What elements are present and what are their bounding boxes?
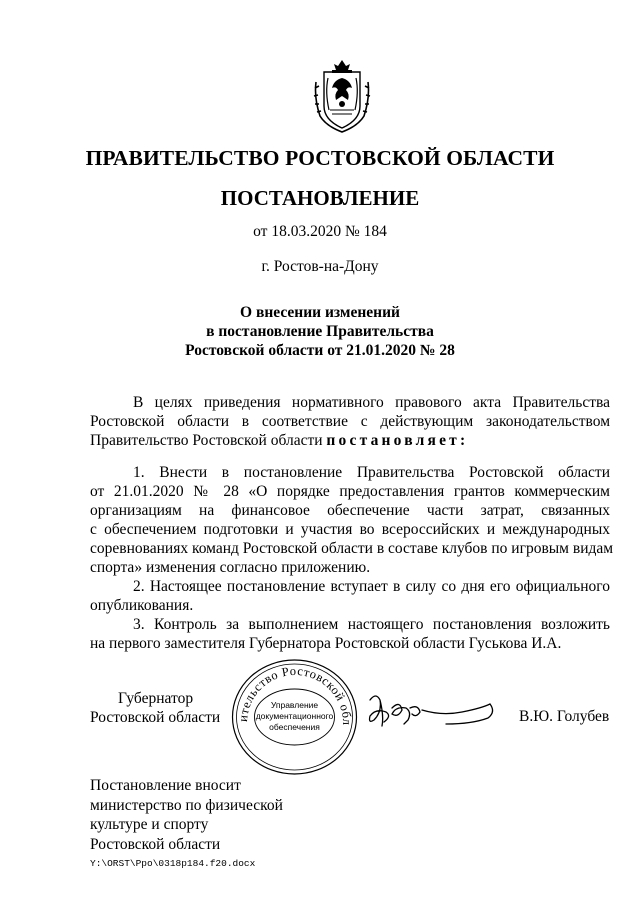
preamble-line: Ростовской области в соответствие с действующим законодательством xyxy=(90,413,610,430)
stamp-inner-text: документационного xyxy=(255,711,334,721)
item-1-line: с обеспечением подготовки и участия во всероссийских и международных xyxy=(90,521,610,538)
stamp-inner-text: Управление xyxy=(270,700,319,710)
preamble-paragraph xyxy=(90,393,610,450)
subject-line: О внесении изменений xyxy=(240,304,400,321)
submitted-by-line: министерство по физической xyxy=(90,796,283,814)
submitted-by-line: культуре и спорту xyxy=(90,816,209,833)
item-1-line: 1. Внести в постановление Правительства Ростовской области xyxy=(133,464,610,481)
item-2-line: 2. Настоящее постановление вступает в силу со дня его официального xyxy=(133,578,610,595)
resolution-items xyxy=(90,463,614,653)
coat-of-arms-icon xyxy=(312,58,372,134)
signer-position-line: Губернатор xyxy=(118,690,194,707)
stamp-outer-text: ительство Ростовской обл xyxy=(235,663,355,726)
item-1-line: от 21.01.2020 № 28 «О порядке предоставления грантов коммерческим xyxy=(90,483,610,500)
document-subject xyxy=(0,303,640,360)
resolves-keyword: постановляет: xyxy=(326,432,469,449)
item-3-line: на первого заместителя Губернатора Ростовской области Гуськова И.А. xyxy=(90,635,562,652)
signer-name: В.Ю. Голубев xyxy=(519,708,610,725)
item-1-line: спорта» изменения согласно приложению. xyxy=(90,559,371,576)
item-3-line: 3. Контроль за выполнением настоящего постановления возложить xyxy=(133,616,610,633)
official-stamp xyxy=(227,657,362,777)
handwritten-signature xyxy=(362,686,497,741)
signer-position-line: Ростовской области xyxy=(90,709,221,726)
stamp-inner-text: обеспечения xyxy=(269,722,320,732)
preamble-line: В целях приведения нормативного правового акта Правительства xyxy=(133,394,610,411)
preamble-line xyxy=(90,431,610,450)
government-title: ПРАВИТЕЛЬСТВО РОСТОВСКОЙ ОБЛАСТИ xyxy=(85,146,555,170)
submitted-by-note xyxy=(90,776,283,854)
document-type: ПОСТАНОВЛЕНИЕ xyxy=(220,186,420,210)
signer-position xyxy=(90,689,220,727)
item-1-line: соревнованиях команд Ростовской области в составе клубов по игровым видам xyxy=(90,540,614,557)
document-date-number: от 18.03.2020 № 184 xyxy=(253,223,387,240)
subject-line: Ростовской области от 21.01.2020 № 28 xyxy=(185,342,455,359)
preamble-text: Правительство Ростовской области xyxy=(90,432,327,449)
file-path: Y:\ORST\Ppo\0318p184.f20.docx xyxy=(90,858,256,869)
item-1-line: организациям на финансовое обеспечение части затрат, связанных xyxy=(90,502,610,519)
item-2-line: опубликования. xyxy=(90,597,194,614)
subject-line: в постановление Правительства xyxy=(206,323,434,340)
document-city: г. Ростов-на-Дону xyxy=(261,258,379,275)
submitted-by-line: Ростовской области xyxy=(90,835,221,853)
submitted-by-line: Постановление вносит xyxy=(90,777,241,794)
